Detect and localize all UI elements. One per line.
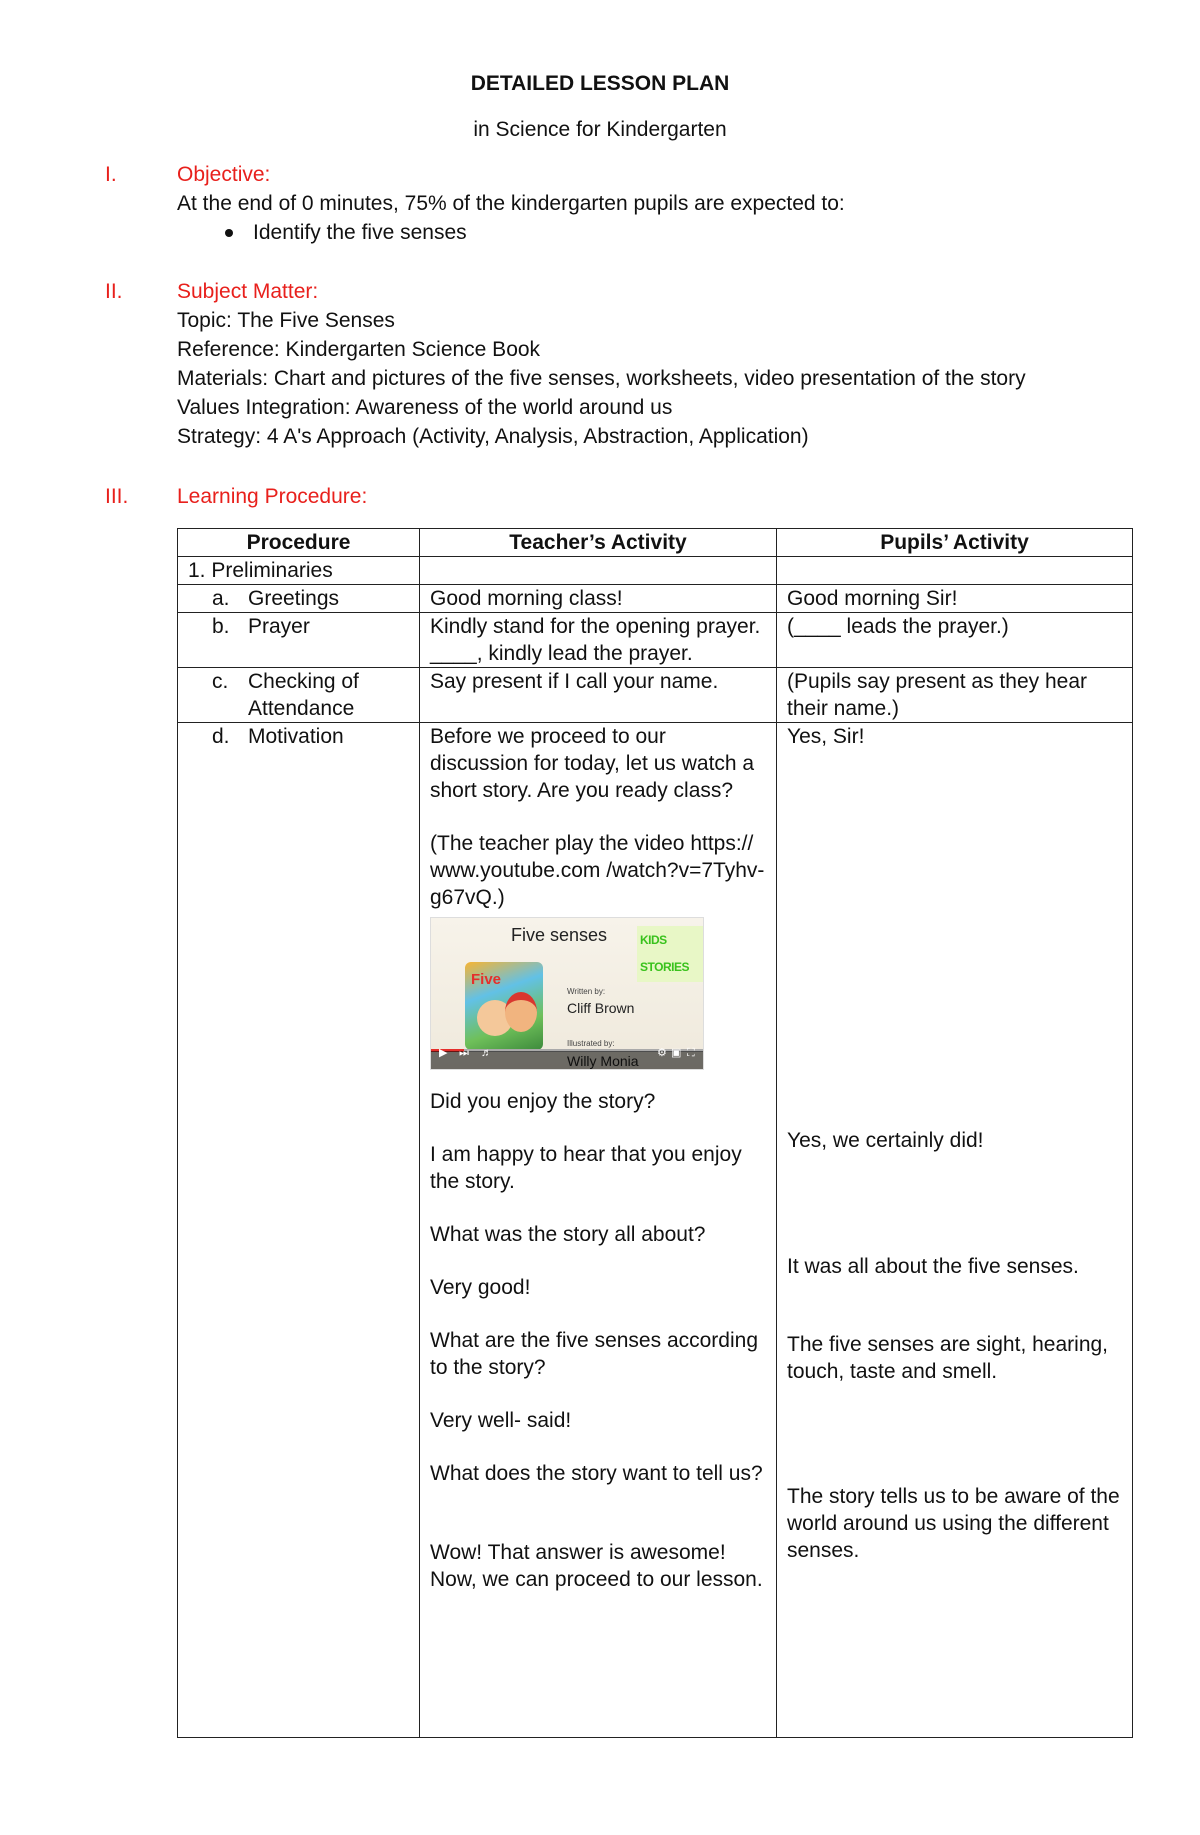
play-icon[interactable]: ▶ bbox=[439, 1047, 448, 1059]
section-numeral: II. bbox=[105, 280, 123, 303]
procedure-cell: a. Greetings bbox=[178, 585, 420, 613]
subject-line: Strategy: 4 A's Approach (Activity, Analysis, Abstraction, Application) bbox=[177, 425, 809, 448]
table-row bbox=[178, 723, 1133, 1738]
procedure-table bbox=[177, 528, 1133, 1738]
pupils-cell: (____ leads the prayer.) bbox=[777, 613, 1133, 668]
section-heading: Objective: bbox=[177, 163, 271, 186]
next-icon[interactable]: ⏭ bbox=[459, 1047, 469, 1059]
subject-line: Topic: The Five Senses bbox=[177, 309, 395, 332]
channel-badge-icon: KIDS STORIES bbox=[637, 926, 703, 982]
subject-line: Values Integration: Awareness of the world around us bbox=[177, 396, 673, 419]
table-header-row bbox=[178, 529, 1133, 557]
table-row bbox=[178, 585, 1133, 613]
procedure-cell: d. Motivation bbox=[178, 723, 420, 1738]
pupils-cell: Yes, Sir! Yes, we certainly did! It was all about the five senses. The five senses are sight, hearing, touch, taste and smell. The story tells us to be aware of the world around us using the different senses. bbox=[777, 723, 1133, 1738]
procedure-cell: 1. Preliminaries bbox=[178, 557, 420, 585]
objective-bullet: Identify the five senses bbox=[177, 218, 1177, 247]
pupils-cell: (Pupils say present as they hear their name.) bbox=[777, 668, 1133, 723]
bullet-icon bbox=[225, 229, 233, 237]
column-header: Teacher’s Activity bbox=[420, 529, 777, 557]
column-header: Procedure bbox=[178, 529, 420, 557]
section-heading: Subject Matter: bbox=[177, 280, 319, 303]
book-cover-image: Five bbox=[465, 962, 543, 1050]
subject-line: Reference: Kindergarten Science Book bbox=[177, 338, 541, 361]
video-thumbnail[interactable]: Five senses KIDS STORIES Five Written by: Cliff Brown Illustrated by: ▶ ⏭ ♬ ⚙ ▣ ⛶ bbox=[430, 917, 704, 1070]
pupils-cell: Good morning Sir! bbox=[777, 585, 1133, 613]
table-row bbox=[178, 668, 1133, 723]
settings-icon[interactable]: ⚙ bbox=[657, 1047, 667, 1059]
teacher-cell: Kindly stand for the opening prayer. ____, kindly lead the prayer. bbox=[420, 613, 777, 668]
procedure-cell: c. Checking of Attendance bbox=[178, 668, 420, 723]
table-row bbox=[178, 613, 1133, 668]
section-numeral: III. bbox=[105, 485, 129, 508]
fullscreen-icon[interactable]: ⛶ bbox=[687, 1047, 695, 1059]
miniplayer-icon[interactable]: ▣ bbox=[671, 1047, 682, 1059]
teacher-cell: Say present if I call your name. bbox=[420, 668, 777, 723]
document-subtitle: in Science for Kindergarten bbox=[473, 118, 727, 141]
volume-icon[interactable]: ♬ bbox=[481, 1047, 492, 1059]
section-heading: Learning Procedure: bbox=[177, 485, 368, 508]
document-title: DETAILED LESSON PLAN bbox=[470, 72, 730, 95]
teacher-cell: Before we proceed to our discussion for today, let us watch a short story. Are you ready class? (The teacher play the video https://www.youtube.com /watch?v=7Tyhv-g67vQ.) Five senses KIDS STORIES Five Written by: Cliff Brown Illustrated by: ▶ ⏭ ♬ ⚙ ▣ ⛶ Did you enjoy the story? I am happy to hear that you enjoy the story. What was the story all about? Very good! What are the five senses according to the story? Very well- said! What does the story want to tell us? Wow! That answer is awesome! Now, we can proceed to our lesson. bbox=[420, 723, 777, 1738]
column-header: Pupils’ Activity bbox=[777, 529, 1133, 557]
subject-line: Materials: Chart and pictures of the five senses, worksheets, video presentation of the story bbox=[177, 367, 1026, 390]
video-note: (The teacher play the video https://www.youtube.com /watch?v=7Tyhv-g67vQ.) bbox=[430, 832, 765, 909]
objective-intro: At the end of 0 minutes, 75% of the kindergarten pupils are expected to: bbox=[177, 192, 845, 215]
procedure-cell: b. Prayer bbox=[178, 613, 420, 668]
table-row bbox=[178, 557, 1133, 585]
teacher-cell: Good morning class! bbox=[420, 585, 777, 613]
section-numeral: I. bbox=[105, 163, 117, 186]
